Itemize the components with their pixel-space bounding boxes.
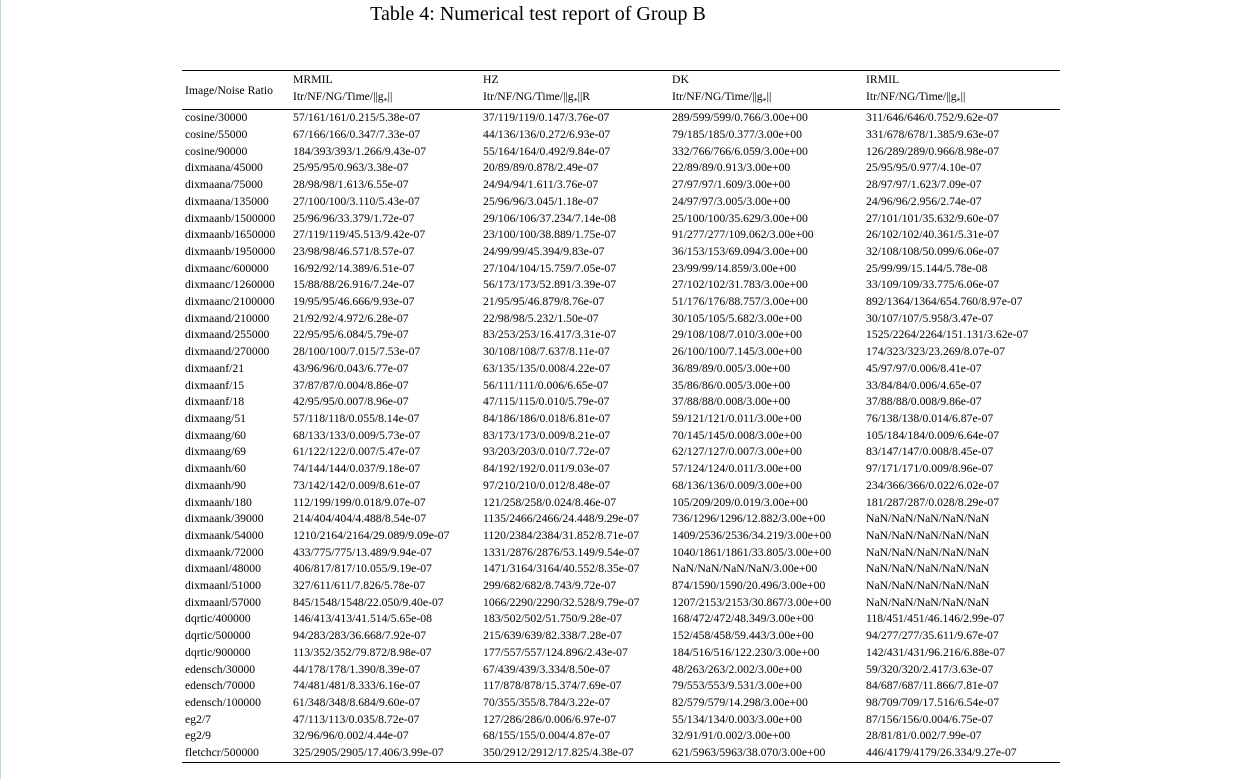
mrmil-cell: 327/611/611/7.826/5.78e-07 — [293, 579, 426, 593]
dk-cell: 35/86/86/0.005/3.00e+00 — [672, 378, 791, 392]
irmil-cell: 28/81/81/0.002/7.99e-07 — [866, 729, 982, 743]
table-caption: Table 4: Numerical test report of Group B — [370, 3, 706, 25]
results-table-container — [182, 70, 1060, 763]
table-row — [182, 545, 1060, 562]
row-label: dixmaanb/1950000 — [185, 244, 276, 258]
table-row — [182, 578, 1060, 595]
dk-cell: 168/472/472/48.349/3.00e+00 — [672, 612, 814, 626]
irmil-cell: 331/678/678/1.385/9.63e-07 — [866, 128, 1000, 142]
row-label: dixmaanb/1500000 — [185, 211, 276, 225]
row-label: dixmaanc/1260000 — [185, 278, 275, 292]
row-label: dixmaanh/60 — [185, 462, 247, 476]
row-label: dixmaand/255000 — [185, 328, 270, 342]
irmil-cell: 118/451/451/46.146/2.99e-07 — [866, 612, 1005, 626]
hz-cell: 350/2912/2912/17.825/4.38e-07 — [483, 746, 634, 760]
hz-cell: 117/878/878/15.374/7.69e-07 — [483, 679, 622, 693]
table-row — [182, 177, 1060, 194]
table-row — [182, 528, 1060, 545]
row-label: fletchcr/500000 — [185, 746, 259, 760]
hz-cell: 83/173/173/0.009/8.21e-07 — [483, 428, 611, 442]
dk-cell: 79/553/553/9.531/3.00e+00 — [672, 679, 802, 693]
irmil-cell: 45/97/97/0.006/8.41e-07 — [866, 361, 982, 375]
dk-cell: 1040/1861/1861/33.805/3.00e+00 — [672, 545, 832, 559]
irmil-cell: 30/107/107/5.958/3.47e-07 — [866, 311, 994, 325]
hz-cell: 127/286/286/0.006/6.97e-07 — [483, 712, 617, 726]
table-row — [182, 745, 1060, 762]
mrmil-cell: 15/88/88/26.916/7.24e-07 — [293, 278, 415, 292]
row-label: dixmaana/135000 — [185, 194, 269, 208]
table-row — [182, 327, 1060, 344]
dk-cell: 91/277/277/109.062/3.00e+00 — [672, 228, 814, 242]
irmil-cell: 83/147/147/0.008/8.45e-07 — [866, 445, 994, 459]
hz-cell: 24/99/99/45.394/9.83e-07 — [483, 244, 605, 258]
table-row — [182, 361, 1060, 378]
irmil-cell: NaN/NaN/NaN/NaN/NaN — [866, 562, 990, 576]
row-label-header: Image/Noise Ratio — [185, 83, 273, 97]
mrmil-cell: 146/413/413/41.514/5.65e-08 — [293, 612, 432, 626]
mrmil-cell: 43/96/96/0.043/6.77e-07 — [293, 361, 409, 375]
metric-header-hz: Itr/$NF/NG/Time/||g_*||R$ — [483, 90, 591, 106]
irmil-cell: 234/366/366/0.022/6.02e-07 — [866, 478, 1000, 492]
table-row — [182, 712, 1060, 729]
table-row — [182, 628, 1060, 645]
subscript-star: * — [383, 96, 388, 106]
table-header — [182, 71, 1060, 110]
method-header-row — [182, 71, 1060, 88]
mrmil-cell: 25/95/95/0.963/3.38e-07 — [293, 161, 409, 175]
hz-cell: 97/210/210/0.012/8.48e-07 — [483, 478, 611, 492]
table-row — [182, 378, 1060, 395]
mrmil-cell: 61/122/122/0.007/5.47e-07 — [293, 445, 421, 459]
mrmil-cell: 61/348/348/8.684/9.60e-07 — [293, 695, 421, 709]
hz-cell: 93/203/203/0.010/7.72e-07 — [483, 445, 611, 459]
mrmil-cell: 27/100/100/3.110/5.43e-07 — [293, 194, 420, 208]
dk-cell: 82/579/579/14.298/3.00e+00 — [672, 695, 808, 709]
irmil-cell: 25/95/95/0.977/4.10e-07 — [866, 161, 982, 175]
row-label: dixmaanl/48000 — [185, 562, 261, 576]
mrmil-cell: 44/178/178/1.390/8.39e-07 — [293, 662, 421, 676]
mrmil-cell: 112/199/199/0.018/9.07e-07 — [293, 495, 426, 509]
table-row — [182, 294, 1060, 311]
hz-cell: 23/100/100/38.889/1.75e-07 — [483, 228, 617, 242]
hz-cell: 47/115/115/0.010/5.79e-07 — [483, 395, 610, 409]
subscript-star: * — [573, 96, 578, 106]
table-row — [182, 478, 1060, 495]
irmil-cell: 32/108/108/50.099/6.06e-07 — [866, 244, 1000, 258]
hz-cell: 21/95/95/46.879/8.76e-07 — [483, 295, 605, 309]
row-label: edensch/30000 — [185, 662, 256, 676]
dk-cell: 26/100/100/7.145/3.00e+00 — [672, 345, 802, 359]
table-row — [182, 127, 1060, 144]
table-row — [182, 110, 1060, 127]
row-label: dixmaand/270000 — [185, 345, 270, 359]
dk-cell: 27/102/102/31.783/3.00e+00 — [672, 278, 808, 292]
irmil-cell: 37/88/88/0.008/9.86e-07 — [866, 395, 982, 409]
dk-cell: 24/97/97/3.005/3.00e+00 — [672, 194, 791, 208]
mrmil-cell: 433/775/775/13.489/9.94e-07 — [293, 545, 432, 559]
irmil-cell: 87/156/156/0.004/6.75e-07 — [866, 712, 994, 726]
row-label: dqrtic/900000 — [185, 645, 251, 659]
irmil-cell: 892/1364/1364/654.760/8.97e-07 — [866, 295, 1023, 309]
row-label: dixmaana/45000 — [185, 161, 263, 175]
irmil-cell: 27/101/101/35.632/9.60e-07 — [866, 211, 1000, 225]
dk-cell: 29/108/108/7.010/3.00e+00 — [672, 328, 802, 342]
mrmil-cell: 32/96/96/0.002/4.44e-07 — [293, 729, 409, 743]
irmil-cell: 33/84/84/0.006/4.65e-07 — [866, 378, 982, 392]
mrmil-cell: 22/95/95/6.084/5.79e-07 — [293, 328, 409, 342]
dk-cell: 152/458/458/59.443/3.00e+00 — [672, 629, 814, 643]
irmil-cell: 142/431/431/96.216/6.88e-07 — [866, 645, 1005, 659]
irmil-cell: 311/646/646/0.752/9.62e-07 — [866, 111, 999, 125]
row-label: cosine/55000 — [185, 128, 248, 142]
hz-cell: 1066/2290/2290/32.528/9.79e-07 — [483, 595, 640, 609]
mrmil-cell: 25/96/96/33.379/1.72e-07 — [293, 211, 415, 225]
subscript-star: * — [956, 96, 961, 106]
row-label: dixmaanb/1650000 — [185, 228, 276, 242]
mrmil-cell: 68/133/133/0.009/5.73e-07 — [293, 428, 421, 442]
table-row — [182, 311, 1060, 328]
mrmil-cell: 113/352/352/79.872/8.98e-07 — [293, 645, 432, 659]
row-label: dixmaank/39000 — [185, 512, 264, 526]
irmil-cell: NaN/NaN/NaN/NaN/NaN — [866, 528, 990, 542]
dk-cell: 105/209/209/0.019/3.00e+00 — [672, 495, 808, 509]
dk-cell: 37/88/88/0.008/3.00e+00 — [672, 395, 791, 409]
mrmil-cell: 74/481/481/8.333/6.16e-07 — [293, 679, 421, 693]
table-row — [182, 227, 1060, 244]
hz-cell: 25/96/96/3.045/1.18e-07 — [483, 194, 599, 208]
row-label: dixmaang/69 — [185, 445, 247, 459]
mrmil-cell: 57/161/161/0.215/5.38e-07 — [293, 111, 421, 125]
table-row — [182, 144, 1060, 161]
hz-cell: 20/89/89/0.878/2.49e-07 — [483, 161, 599, 175]
mrmil-cell: 74/144/144/0.037/9.18e-07 — [293, 462, 421, 476]
irmil-cell: 174/323/323/23.269/8.07e-07 — [866, 345, 1005, 359]
hz-cell: 29/106/106/37.234/7.14e-08 — [483, 211, 617, 225]
irmil-cell: NaN/NaN/NaN/NaN/NaN — [866, 595, 990, 609]
hz-cell: 1135/2466/2466/24.448/9.29e-07 — [483, 512, 640, 526]
metric-header-row — [182, 88, 1060, 110]
table-row — [182, 194, 1060, 211]
hz-cell: 67/439/439/3.334/8.50e-07 — [483, 662, 611, 676]
irmil-cell: 98/709/709/17.516/6.54e-07 — [866, 695, 1000, 709]
dk-cell: 32/91/91/0.002/3.00e+00 — [672, 729, 791, 743]
dk-cell: 621/5963/5963/38.070/3.00e+00 — [672, 746, 826, 760]
row-label: cosine/30000 — [185, 111, 248, 125]
row-label: dixmaand/210000 — [185, 311, 270, 325]
dk-cell: 62/127/127/0.007/3.00e+00 — [672, 445, 802, 459]
mrmil-cell: 406/817/817/10.055/9.19e-07 — [293, 562, 432, 576]
mrmil-cell: 16/92/92/14.389/6.51e-07 — [293, 261, 415, 275]
dk-cell: 23/99/99/14.859/3.00e+00 — [672, 261, 797, 275]
mrmil-cell: 37/87/87/0.004/8.86e-07 — [293, 378, 409, 392]
dk-cell: 57/124/124/0.011/3.00e+00 — [672, 462, 802, 476]
hz-cell: 27/104/104/15.759/7.05e-07 — [483, 261, 617, 275]
method-header-mrmil: MRMIL — [293, 73, 333, 86]
dk-cell: 332/766/766/6.059/3.00e+00 — [672, 144, 808, 158]
dk-cell: 79/185/185/0.377/3.00e+00 — [672, 128, 802, 142]
irmil-cell: NaN/NaN/NaN/NaN/NaN — [866, 512, 990, 526]
table-row — [182, 495, 1060, 512]
table-row — [182, 678, 1060, 695]
hz-cell: 56/173/173/52.891/3.39e-07 — [483, 278, 617, 292]
irmil-cell: 105/184/184/0.009/6.64e-07 — [866, 428, 1000, 442]
dk-cell: NaN/NaN/NaN/NaN/3.00e+00 — [672, 562, 818, 576]
method-header-irmil: IRMIL — [866, 73, 900, 86]
row-label: edensch/70000 — [185, 679, 256, 693]
mrmil-cell: 94/283/283/36.668/7.92e-07 — [293, 629, 427, 643]
method-header-dk: DK — [672, 73, 689, 86]
hz-cell: 183/502/502/51.750/9.28e-07 — [483, 612, 622, 626]
hz-cell: 55/164/164/0.492/9.84e-07 — [483, 144, 611, 158]
irmil-cell: 126/289/289/0.966/8.98e-07 — [866, 144, 1000, 158]
dk-cell: 30/105/105/5.682/3.00e+00 — [672, 311, 802, 325]
hz-cell: 63/135/135/0.008/4.22e-07 — [483, 361, 611, 375]
mrmil-cell: 21/92/92/4.972/6.28e-07 — [293, 311, 409, 325]
hz-cell: 299/682/682/8.743/9.72e-07 — [483, 579, 617, 593]
table-row — [182, 561, 1060, 578]
table-row — [182, 211, 1060, 228]
subscript-star: * — [762, 96, 767, 106]
row-label: dixmaank/54000 — [185, 528, 264, 542]
irmil-cell: 1525/2264/2264/151.131/3.62e-07 — [866, 328, 1029, 342]
hz-cell: 44/136/136/0.272/6.93e-07 — [483, 128, 611, 142]
mrmil-cell: 1210/2164/2164/29.089/9.09e-07 — [293, 528, 450, 542]
table-row — [182, 595, 1060, 612]
mrmil-cell: 28/98/98/1.613/6.55e-07 — [293, 178, 409, 192]
mrmil-cell: 42/95/95/0.007/8.96e-07 — [293, 395, 409, 409]
table-row — [182, 411, 1060, 428]
irmil-cell: 446/4179/4179/26.334/9.27e-07 — [866, 746, 1017, 760]
irmil-cell: 76/138/138/0.014/6.87e-07 — [866, 411, 994, 425]
dk-cell: 68/136/136/0.009/3.00e+00 — [672, 478, 802, 492]
dk-cell: 25/100/100/35.629/3.00e+00 — [672, 211, 808, 225]
metric-header-dk: Itr/$NF/NG/Time/||g_*||$ — [672, 90, 772, 106]
mrmil-cell: 184/393/393/1.266/9.43e-07 — [293, 144, 427, 158]
irmil-cell: 33/109/109/33.775/6.06e-07 — [866, 278, 1000, 292]
hz-cell: 30/108/108/7.637/8.11e-07 — [483, 345, 610, 359]
dk-cell: 22/89/89/0.913/3.00e+00 — [672, 161, 791, 175]
row-label: dixmaanf/18 — [185, 395, 245, 409]
irmil-cell: 24/96/96/2.956/2.74e-07 — [866, 194, 982, 208]
irmil-cell: 25/99/99/15.144/5.78e-08 — [866, 261, 988, 275]
dk-cell: 736/1296/1296/12.882/3.00e+00 — [672, 512, 826, 526]
mrmil-cell: 47/113/113/0.035/8.72e-07 — [293, 712, 420, 726]
table-row — [182, 261, 1060, 278]
row-label: dixmaanh/180 — [185, 495, 252, 509]
results-table — [182, 71, 1060, 762]
table-row — [182, 428, 1060, 445]
dk-cell: 51/176/176/88.757/3.00e+00 — [672, 295, 808, 309]
hz-cell: 1331/2876/2876/53.149/9.54e-07 — [483, 545, 640, 559]
hz-cell: 56/111/111/0.006/6.65e-07 — [483, 378, 609, 392]
dk-cell: 36/89/89/0.005/3.00e+00 — [672, 361, 791, 375]
irmil-cell: 84/687/687/11.866/7.81e-07 — [866, 679, 999, 693]
mrmil-cell: 73/142/142/0.009/8.61e-07 — [293, 478, 421, 492]
table-row — [182, 662, 1060, 679]
row-label: dixmaanf/15 — [185, 378, 245, 392]
hz-cell: 177/557/557/124.896/2.43e-07 — [483, 645, 628, 659]
table-row — [182, 728, 1060, 745]
dk-cell: 59/121/121/0.011/3.00e+00 — [672, 411, 802, 425]
mrmil-cell: 325/2905/2905/17.406/3.99e-07 — [293, 746, 444, 760]
dk-cell: 70/145/145/0.008/3.00e+00 — [672, 428, 802, 442]
mrmil-cell: 845/1548/1548/22.050/9.40e-07 — [293, 595, 444, 609]
table-row — [182, 645, 1060, 662]
row-label: dixmaanl/51000 — [185, 579, 261, 593]
table-row — [182, 511, 1060, 528]
table-row — [182, 444, 1060, 461]
table-row — [182, 461, 1060, 478]
hz-cell: 24/94/94/1.611/3.76e-07 — [483, 178, 599, 192]
hz-cell: 22/98/98/5.232/1.50e-07 — [483, 311, 599, 325]
method-header-hz: HZ — [483, 73, 499, 86]
row-label: dqrtic/500000 — [185, 629, 251, 643]
row-label: edensch/100000 — [185, 695, 261, 709]
row-label: dixmaang/51 — [185, 411, 247, 425]
mrmil-cell: 28/100/100/7.015/7.53e-07 — [293, 345, 421, 359]
mrmil-cell: 19/95/95/46.666/9.93e-07 — [293, 295, 415, 309]
dk-cell: 27/97/97/1.609/3.00e+00 — [672, 178, 791, 192]
irmil-cell: 28/97/97/1.623/7.09e-07 — [866, 178, 982, 192]
irmil-cell: NaN/NaN/NaN/NaN/NaN — [866, 579, 990, 593]
mrmil-cell: 23/98/98/46.571/8.57e-07 — [293, 244, 415, 258]
row-label: dixmaanc/600000 — [185, 261, 269, 275]
hz-cell: 84/186/186/0.018/6.81e-07 — [483, 411, 611, 425]
row-label: eg2/9 — [185, 729, 211, 743]
dk-cell: 36/153/153/69.094/3.00e+00 — [672, 244, 808, 258]
dk-cell: 289/599/599/0.766/3.00e+00 — [672, 111, 808, 125]
row-label: dixmaanf/21 — [185, 361, 245, 375]
table-row — [182, 611, 1060, 628]
table-row — [182, 344, 1060, 361]
irmil-cell: 94/277/277/35.611/9.67e-07 — [866, 629, 999, 643]
hz-cell: 83/253/253/16.417/3.31e-07 — [483, 328, 617, 342]
dk-cell: 48/263/263/2.002/3.00e+00 — [672, 662, 802, 676]
table-row — [182, 394, 1060, 411]
table-row — [182, 695, 1060, 712]
hz-cell: 215/639/639/82.338/7.28e-07 — [483, 629, 622, 643]
table-bottom-rule — [182, 762, 1060, 763]
row-label: dixmaanh/90 — [185, 478, 247, 492]
metric-header-mrmil: Itr/$NF/NG/Time/||g_*||$ — [293, 90, 393, 106]
row-label: cosine/90000 — [185, 144, 248, 158]
table-row — [182, 244, 1060, 261]
mrmil-cell: 27/119/119/45.513/9.42e-07 — [293, 228, 426, 242]
hz-cell: 68/155/155/0.004/4.87e-07 — [483, 729, 611, 743]
mrmil-cell: 57/118/118/0.055/8.14e-07 — [293, 411, 420, 425]
irmil-cell: 181/287/287/0.028/8.29e-07 — [866, 495, 1000, 509]
row-label: dixmaank/72000 — [185, 545, 264, 559]
table-row — [182, 277, 1060, 294]
hz-cell: 70/355/355/8.784/3.22e-07 — [483, 695, 611, 709]
irmil-cell: NaN/NaN/NaN/NaN/NaN — [866, 545, 990, 559]
irmil-cell: 26/102/102/40.361/5.31e-07 — [866, 228, 1000, 242]
irmil-cell: 59/320/320/2.417/3.63e-07 — [866, 662, 994, 676]
metric-header-irmil: Itr/$NF/NG/Time/||g_*||$ — [866, 90, 966, 106]
row-label: dixmaanc/2100000 — [185, 295, 275, 309]
irmil-cell: 97/171/171/0.009/8.96e-07 — [866, 462, 994, 476]
row-label: eg2/7 — [185, 712, 211, 726]
mrmil-cell: 67/166/166/0.347/7.33e-07 — [293, 128, 421, 142]
hz-cell: 1120/2384/2384/31.852/8.71e-07 — [483, 528, 640, 542]
table-body — [182, 110, 1060, 762]
mrmil-cell: 214/404/404/4.488/8.54e-07 — [293, 512, 427, 526]
hz-cell: 1471/3164/3164/40.552/8.35e-07 — [483, 562, 640, 576]
row-label: dixmaana/75000 — [185, 178, 263, 192]
dk-cell: 874/1590/1590/20.496/3.00e+00 — [672, 579, 826, 593]
row-label: dixmaanl/57000 — [185, 595, 261, 609]
hz-cell: 84/192/192/0.011/9.03e-07 — [483, 462, 610, 476]
table-row — [182, 160, 1060, 177]
hz-cell: 37/119/119/0.147/3.76e-07 — [483, 111, 610, 125]
dk-cell: 1207/2153/2153/30.867/3.00e+00 — [672, 595, 832, 609]
dk-cell: 184/516/516/122.230/3.00e+00 — [672, 645, 820, 659]
row-label: dqrtic/400000 — [185, 612, 251, 626]
dk-cell: 55/134/134/0.003/3.00e+00 — [672, 712, 802, 726]
row-label: dixmaang/60 — [185, 428, 247, 442]
hz-cell: 121/258/258/0.024/8.46e-07 — [483, 495, 617, 509]
dk-cell: 1409/2536/2536/34.219/3.00e+00 — [672, 528, 832, 542]
page-left-border — [0, 0, 1, 779]
